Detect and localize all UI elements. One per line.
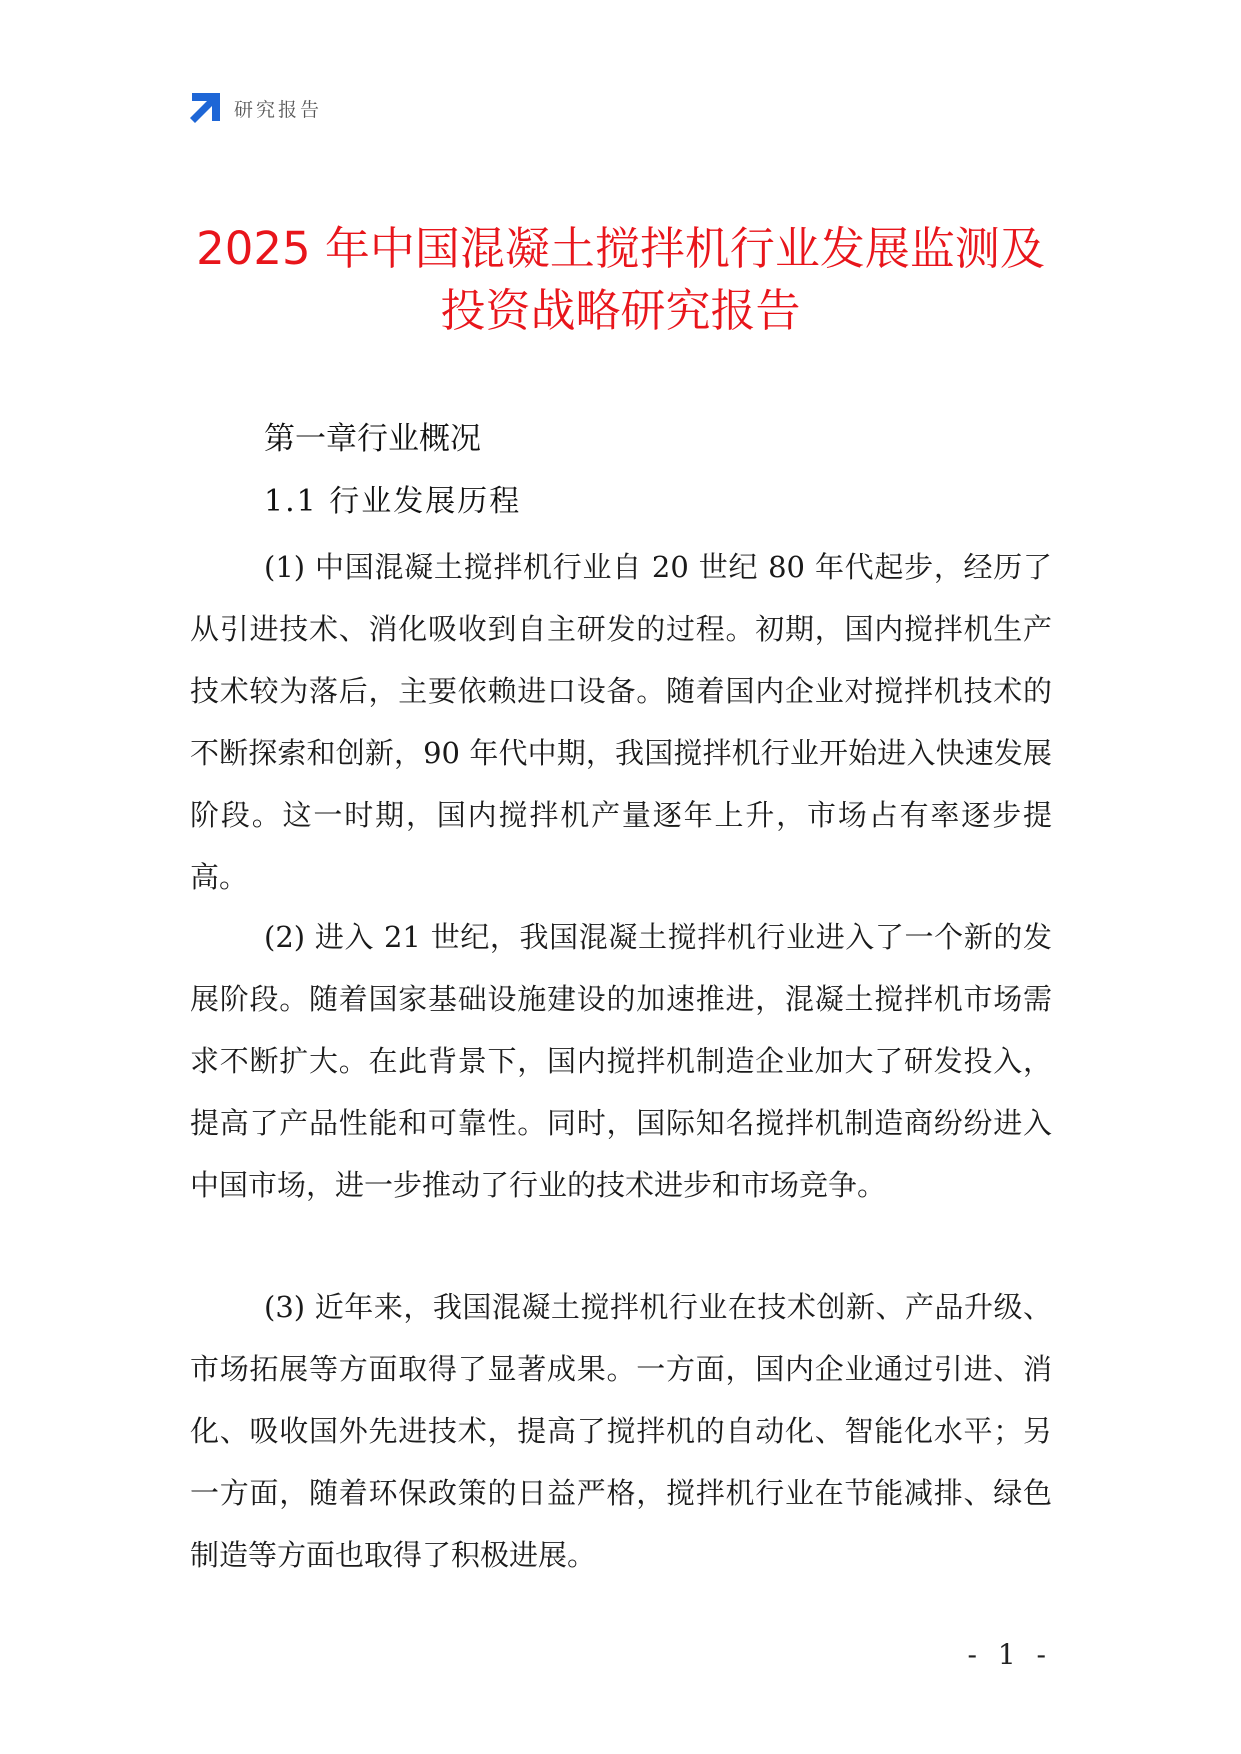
page-number: - 1 - [967,1638,1052,1671]
paragraph-1: (1) 中国混凝土搅拌机行业自 20 世纪 80 年代起步，经历了从引进技术、消化吸收到自主研发的过程。初期，国内搅拌机生产技术较为落后，主要依赖进口设备。随着国内企业对搅拌机技术的不断探索和创新，90 年代中期，我国搅拌机行业开始进入快速发展阶段。这一时期，国内搅拌机产量逐年上升，市场占有率逐步提高。 [190,550,1052,894]
section-heading: 1.1 行业发展历程 [264,484,522,519]
paragraph-2: (2) 进入 21 世纪，我国混凝土搅拌机行业进入了一个新的发展阶段。随着国家基础设施建设的加速推进，混凝土搅拌机市场需求不断扩大。在此背景下，国内搅拌机制造企业加大了研发投入，提高了产品性能和可靠性。同时，国际知名搅拌机制造商纷纷进入中国市场，进一步推动了行业的技术进步和市场竞争。 [190,920,1052,1202]
header-label: 研究报告 [234,98,323,121]
report-title-line-1: 2025 年中国混凝土搅拌机行业发展监测及 [196,222,1045,275]
chapter-heading: 第一章行业概况 [264,421,481,457]
arrow-logo-icon [188,91,222,125]
report-title-line-2: 投资战略研究报告 [440,284,801,337]
page-header [188,90,322,126]
paragraph-3: (3) 近年来，我国混凝土搅拌机行业在技术创新、产品升级、市场拓展等方面取得了显著成果。一方面，国内企业通过引进、消化、吸收国外先进技术，提高了搅拌机的自动化、智能化水平；另一方面，随着环保政策的日益严格，搅拌机行业在节能减排、绿色制造等方面也取得了积极进展。 [190,1290,1052,1572]
